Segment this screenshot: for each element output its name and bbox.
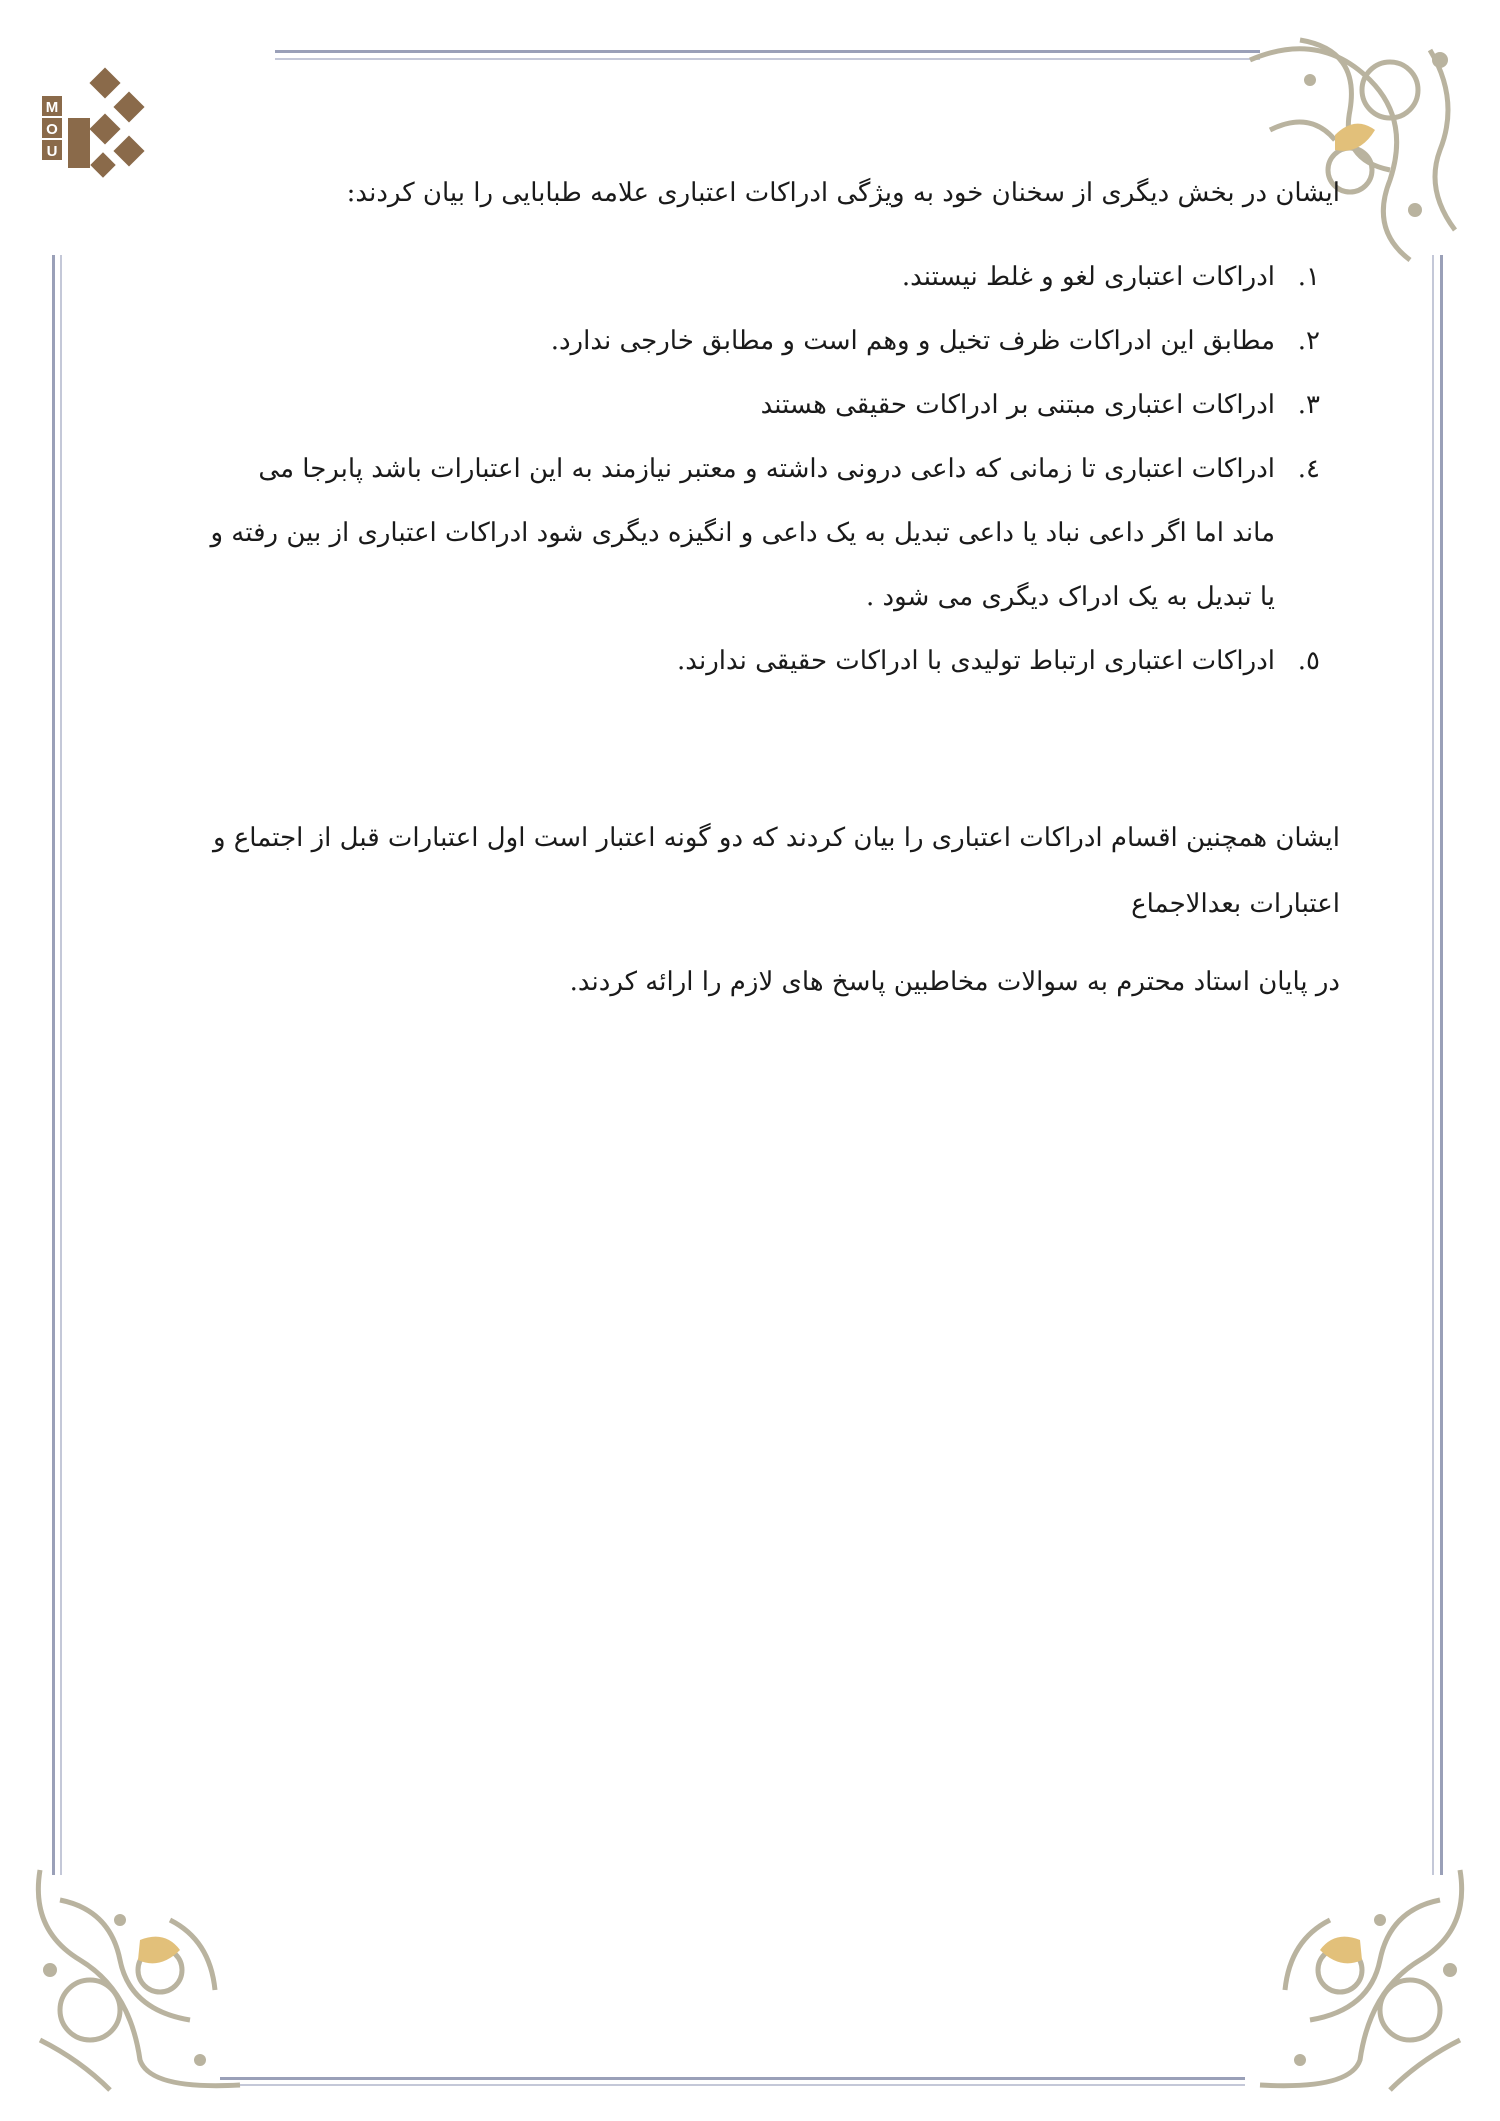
intro-paragraph: ایشان در بخش دیگری از سخنان خود به ویژگی ادراکات اعتباری علامه طبابایی را بیان کردند: [346,178,1340,208]
frame-top-line-inner [275,58,1260,60]
frame-left-line [52,255,55,1875]
frame-right-line [1440,255,1443,1875]
list-item [210,245,1320,309]
list-item-number: ۲. [1297,326,1320,356]
list-item-number: ٥. [1297,646,1320,676]
list-item-number: ۱. [1297,262,1320,292]
frame-bottom-line [220,2077,1245,2080]
list-item-text: ادراکات اعتباری ارتباط تولیدی با ادراکات حقیقی ندارند. [677,646,1275,676]
frame-left-line-inner [60,255,62,1875]
corner-ornament-top-right [1240,20,1480,270]
list-item-number: ٤. [1297,454,1320,484]
list-item-text: ادراکات اعتباری لغو و غلط نیستند. [901,262,1275,292]
frame-bottom-line-inner [220,2084,1245,2086]
mou-logo [34,52,164,182]
logo-letter-u: U [46,143,58,160]
list-item-number: ۳. [1297,390,1320,420]
list-item [210,437,1320,629]
list-item-text: ادراکات اعتباری تا زمانی که داعی درونی داشته و معتبر نیازمند به این اعتبارات باشد پابرجا می ماند اما اگر داعی نباد یا داعی تبدیل به یک داعی و انگیزه دیگری شود ادراکات اعتباری از بین رفته و یا تبدیل به یک ادراک دیگری می شود . [210,454,1275,612]
logo-letter-m: M [45,99,59,116]
frame-top-line [275,50,1260,53]
closing-paragraph: در پایان استاد محترم به سوالات مخاطبین پاسخ های لازم را ارائه کردند. [569,967,1340,997]
categories-paragraph: ایشان همچنین اقسام ادراکات اعتباری را بیان کردند که دو گونه اعتبار است اول اعتبارات قبل از اجتماع و اعتبارات بعدالاجماع [212,823,1340,919]
corner-ornament-bottom-right [1240,1860,1480,2100]
list-item-text: مطابق این ادراکات ظرف تخیل و وهم است و مطابق خارجی ندارد. [550,326,1275,356]
feature-list [210,245,1320,693]
list-item [210,309,1320,373]
frame-right-line-inner [1432,255,1434,1875]
corner-ornament-bottom-left [20,1860,260,2100]
list-item [210,373,1320,437]
logo-letter-o: O [46,121,58,138]
list-item [210,629,1320,693]
list-item-text: ادراکات اعتباری مبتنی بر ادراکات حقیقی هستند [760,390,1275,420]
